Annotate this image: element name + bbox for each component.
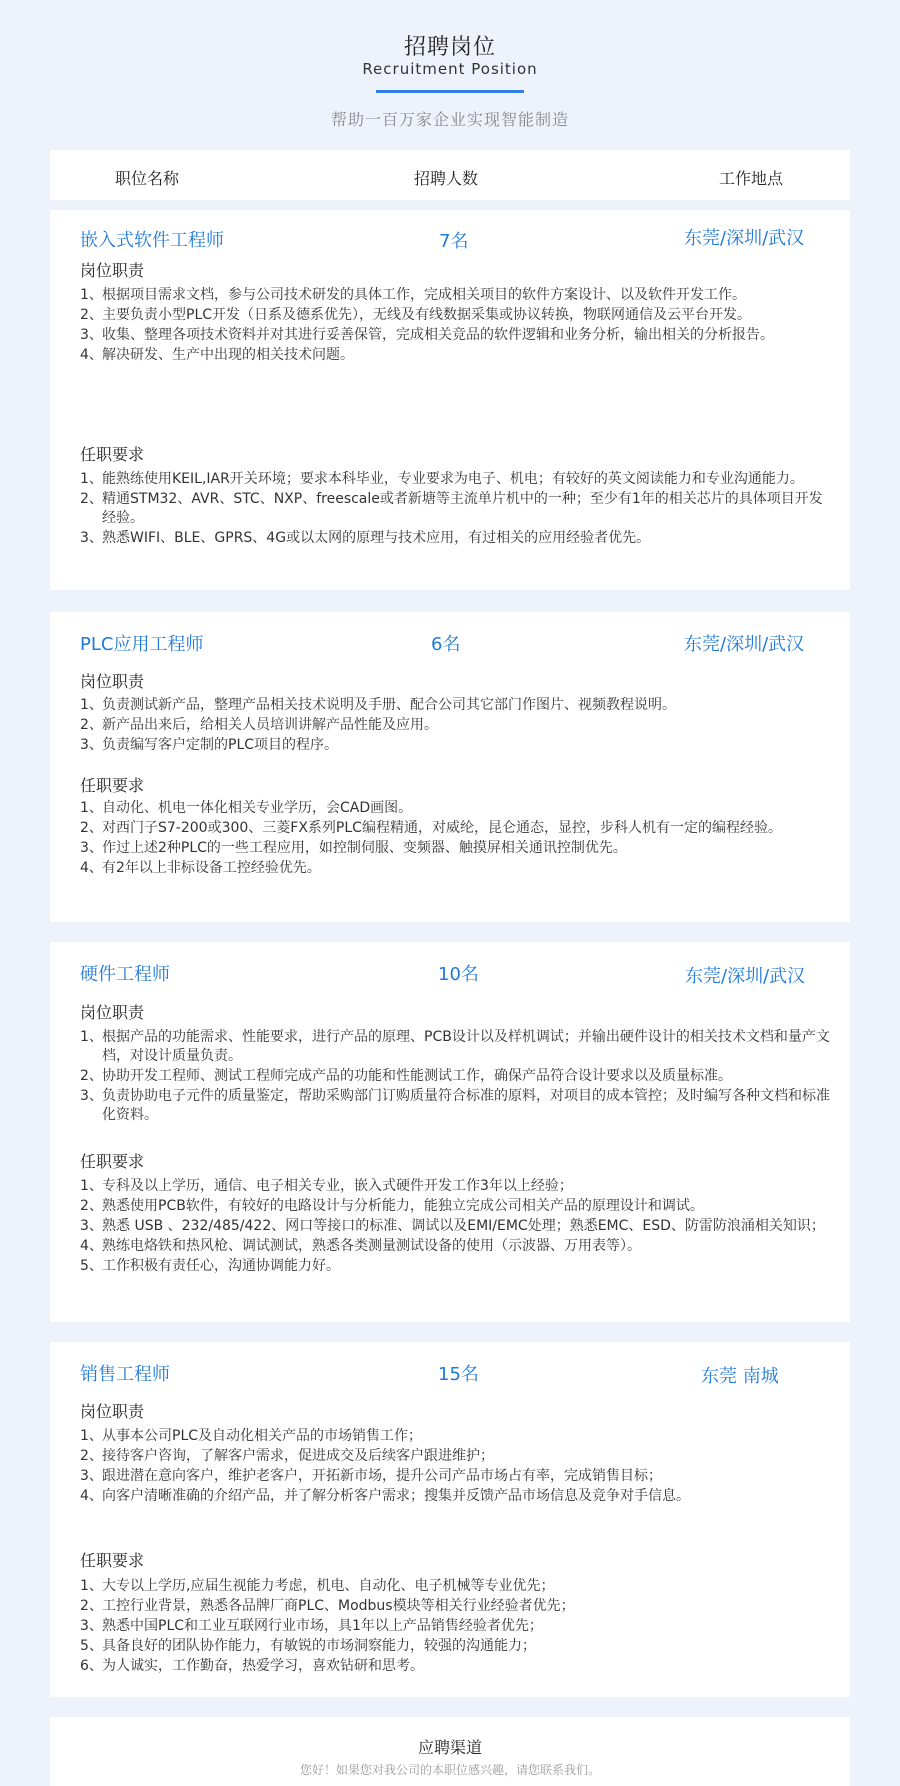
job-card-embedded (50, 210, 850, 590)
job-name[interactable]: 销售工程师 (80, 1364, 170, 1385)
list-item: 4、 熟练电烙铁和热风枪、调试测试，熟悉各类测量测试设备的使用（示波器、万用表等）。 (80, 1238, 641, 1254)
list-item: 2、 新产品出来后，给相关人员培训讲解产品性能及应用。 (80, 717, 438, 733)
list-item: 1、 从事本公司PLC及自动化相关产品的市场销售工作； (80, 1428, 423, 1444)
job-location: 东莞/深圳/武汉 (684, 228, 805, 249)
job-count: 10名 (438, 964, 479, 985)
job-name[interactable]: 硬件工程师 (80, 964, 170, 985)
duties-list (80, 1427, 830, 1507)
list-item: 4、 解决研发、生产中出现的相关技术问题。 (80, 347, 354, 363)
job-name[interactable]: 嵌入式软件工程师 (80, 230, 224, 251)
job-count: 6名 (431, 634, 461, 655)
duties-title: 岗位职责 (80, 1003, 145, 1022)
requirements-title: 任职要求 (80, 776, 145, 795)
list-item: 1、 负责测试新产品，整理产品相关技术说明及手册、配合公司其它部门作图片、视频教程说明。 (80, 697, 676, 713)
requirements-title: 任职要求 (80, 1551, 145, 1570)
list-item: 1、 根据项目需求文档，参与公司技术研发的具体工作，完成相关项目的软件方案设计、以及软件开发工作。 (80, 287, 746, 303)
list-item: 2、 工控行业背景，熟悉各品牌厂商PLC、Modbus模块等相关行业经验者优先； (80, 1598, 575, 1614)
col-header-count: 招聘人数 (414, 169, 479, 188)
title-underline (376, 90, 524, 93)
col-header-location: 工作地点 (719, 169, 784, 188)
job-card-hardware (50, 942, 850, 1322)
page-subtitle: Recruitment Position (362, 60, 538, 78)
list-item: 3、 收集、整理各项技术资料并对其进行妥善保管，完成相关竞品的软件逻辑和业务分析，输出相关的分析报告。 (80, 327, 774, 343)
col-header-name: 职位名称 (115, 169, 180, 188)
list-item: 1、 能熟练使用KEIL,IAR开关环境；要求本科毕业，专业要求为电子、机电；有较好的英文阅读能力和专业沟通能力。 (80, 471, 804, 487)
list-item: 2、 对西门子S7-200或300、三菱FX系列PLC编程精通，对威纶，昆仑通态，显控，步科人机有一定的编程经验。 (80, 820, 782, 836)
list-item: 3、 作过上述2种PLC的一些工程应用，如控制伺服、变频器、触摸屏相关通讯控制优先。 (80, 840, 627, 856)
job-card-sales (50, 1342, 850, 1697)
list-item: 6、 为人诚实，工作勤奋，热爱学习，喜欢钻研和思考。 (80, 1658, 424, 1674)
list-item: 2、 接待客户咨询，了解客户需求，促进成交及后续客户跟进维护； (80, 1448, 494, 1464)
list-item: 1、 大专以上学历,应届生视能力考虑，机电、自动化、电子机械等专业优先； (80, 1578, 555, 1594)
duties-title: 岗位职责 (80, 672, 145, 691)
requirements-list (80, 1577, 830, 1677)
list-item: 3、 负责编写客户定制的PLC项目的程序。 (80, 737, 339, 753)
requirements-title: 任职要求 (80, 445, 145, 464)
requirements-list (80, 1177, 830, 1277)
list-item: 3、 负责协助电子元件的质量鉴定，帮助采购部门订购质量符合标准的原料，对项目的成本管控；及时编写各种文档和标准化资料。 (80, 1088, 830, 1123)
apply-title: 应聘渠道 (417, 1738, 482, 1757)
job-location: 东莞/深圳/武汉 (685, 966, 806, 987)
duties-title: 岗位职责 (80, 1402, 145, 1421)
table-header (50, 150, 850, 200)
duties-title: 岗位职责 (80, 261, 145, 280)
list-item: 5、 具备良好的团队协作能力，有敏锐的市场洞察能力，较强的沟通能力； (80, 1638, 536, 1654)
job-location: 东莞/深圳/武汉 (684, 634, 805, 655)
list-item: 2、 精通STM32、AVR、STC、NXP、freescale或者新塘等主流单片机中的一种；至少有1年的相关芯片的具体项目开发经验。 (80, 491, 823, 526)
job-card-plc (50, 612, 850, 922)
list-item: 2、 主要负责小型PLC开发（日系及德系优先），无线及有线数据采集或协议转换，物联网通信及云平台开发。 (80, 307, 752, 323)
list-item: 3、 熟悉中国PLC和工业互联网行业市场，具1年以上产品销售经验者优先； (80, 1618, 543, 1634)
job-name[interactable]: PLC应用工程师 (80, 634, 204, 655)
apply-text: 您好！如果您对我公司的本职位感兴趣，请您联系我们。 (299, 1763, 600, 1777)
list-item: 3、 跟进潜在意向客户，维护老客户，开拓新市场，提升公司产品市场占有率，完成销售目标； (80, 1468, 662, 1484)
list-item: 4、 有2年以上非标设备工控经验优先。 (80, 860, 321, 876)
list-item: 5、 工作积极有责任心，沟通协调能力好。 (80, 1258, 340, 1274)
job-location: 东莞 南城 (701, 1366, 779, 1387)
duties-list (80, 1028, 830, 1126)
page-tagline: 帮助一百万家企业实现智能制造 (330, 110, 569, 129)
job-count: 7名 (439, 231, 469, 252)
list-item: 4、 向客户清晰准确的介绍产品，并了解分析客户需求；搜集并反馈产品市场信息及竞争对手信息。 (80, 1488, 690, 1504)
list-item: 2、 协助开发工程师、测试工程师完成产品的功能和性能测试工作，确保产品符合设计要求以及质量标准。 (80, 1068, 732, 1084)
list-item: 2、 熟悉使用PCB软件，有较好的电路设计与分析能力，能独立完成公司相关产品的原理设计和调试。 (80, 1198, 704, 1214)
requirements-list (80, 799, 830, 879)
list-item: 1、 自动化、机电一体化相关专业学历，会CAD画图。 (80, 800, 413, 816)
list-item: 1、 专科及以上学历，通信、电子相关专业，嵌入式硬件开发工作3年以上经验； (80, 1178, 573, 1194)
job-count: 15名 (438, 1364, 479, 1385)
duties-list (80, 696, 830, 756)
list-item: 3、 熟悉WIFI、BLE、GPRS、4G或以太网的原理与技术应用，有过相关的应用经验者优先。 (80, 530, 651, 546)
requirements-list (80, 470, 830, 549)
requirements-title: 任职要求 (80, 1152, 145, 1171)
duties-list (80, 286, 830, 366)
list-item: 1、 根据产品的功能需求、性能要求，进行产品的原理、PCB设计以及样机调试；并输出硬件设计的相关技术文档和量产文档，对设计质量负责。 (80, 1029, 830, 1064)
apply-channel (50, 1717, 850, 1786)
list-item: 3、 熟悉 USB 、232/485/422、网口等接口的标准、调试以及EMI/EMC处理；熟悉EMC、ESD、防雷防浪涌相关知识； (80, 1218, 825, 1234)
page-title: 招聘岗位 (403, 35, 496, 60)
